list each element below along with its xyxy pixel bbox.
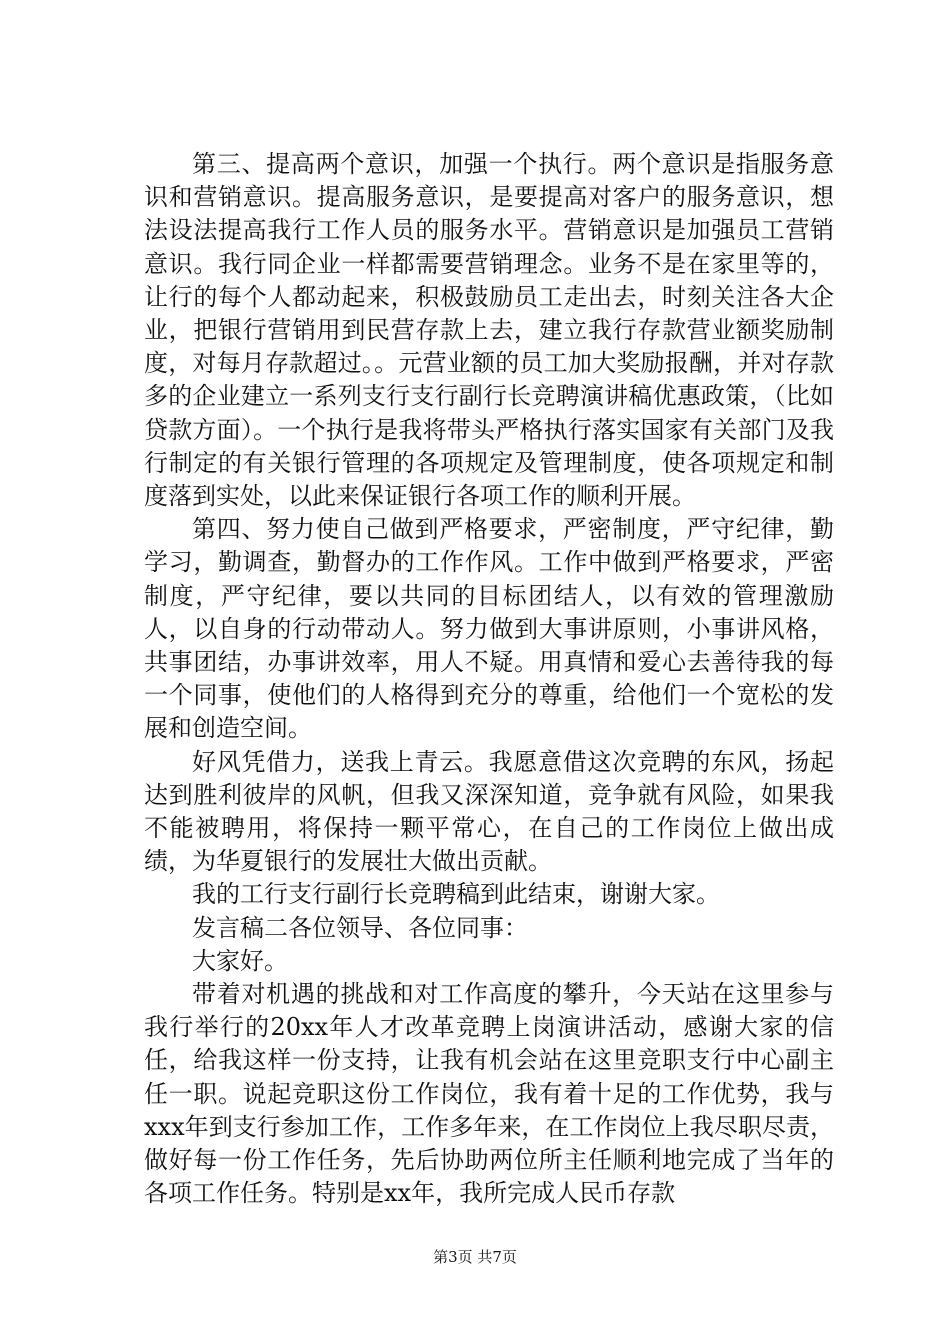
paragraph: 第四、努力使自己做到严格要求，严密制度，严守纪律，勤学习，勤调查，勤督办的工作作风。工作中做到严格要求，严密制度，严守纪律，要以共同的目标团结人，以有效的管理激励人，以自身的行动带动人。努力做到大事讲原则，小事讲风格，共事团结，办事讲效率，用人不疑。用真情和爱心去善待我的每一个同事，使他们的人格得到充分的尊重，给他们一个宽松的发展和创造空间。 bbox=[144, 515, 834, 743]
paragraph: 大家好。 bbox=[192, 946, 288, 975]
paragraph: 发言稿二各位领导、各位同事： bbox=[192, 913, 528, 942]
document-body bbox=[144, 148, 834, 1211]
paragraph: 好风凭借力，送我上青云。我愿意借这次竞聘的东风，扬起达到胜利彼岸的风帆，但我又深深知道，竞争就有风险，如果我不能被聘用，将保持一颗平常心，在自己的工作岗位上做出成绩，为华夏银行的发展壮大做出贡献。 bbox=[144, 747, 834, 876]
paragraph: 带着对机遇的挑战和对工作高度的攀升，今天站在这里参与我行举行的20xx年人才改革竞聘上岗演讲活动，感谢大家的信任，给我这样一份支持，让我有机会站在这里竞职支行中心副主任一职。说起竞职这份工作岗位，我有着十足的工作优势，我与xxx年到支行参加工作，工作多年来，在工作岗位上我尽职尽责，做好每一份工作任务，先后协助两位所主任顺利地完成了当年的各项工作任务。特别是xx年，我所完成人民币存款 bbox=[144, 980, 834, 1208]
paragraph: 我的工行支行副行长竞聘稿到此结束，谢谢大家。 bbox=[192, 880, 720, 909]
paragraph: 第三、提高两个意识，加强一个执行。两个意识是指服务意识和营销意识。提高服务意识，是要提高对客户的服务意识，想法设法提高我行工作人员的服务水平。营销意识是加强员工营销意识。我行同企业一样都需要营销理念。业务不是在家里等的，让行的每个人都动起来，积极鼓励员工走出去，时刻关注各大企业，把银行营销用到民营存款上去，建立我行存款营业额奖励制度，对每月存款超过。。元营业额的员工加大奖励报酬，并对存款多的企业建立一系列支行支行副行长竞聘演讲稿优惠政策，（比如贷款方面）。一个执行是我将带头严格执行落实国家有关部门及我行制定的有关银行管理的各项规定及管理制度，使各项规定和制度落到实处，以此来保证银行各项工作的顺利开展。 bbox=[144, 150, 834, 511]
page-number-footer: 第3页 共7页 bbox=[433, 1248, 517, 1266]
